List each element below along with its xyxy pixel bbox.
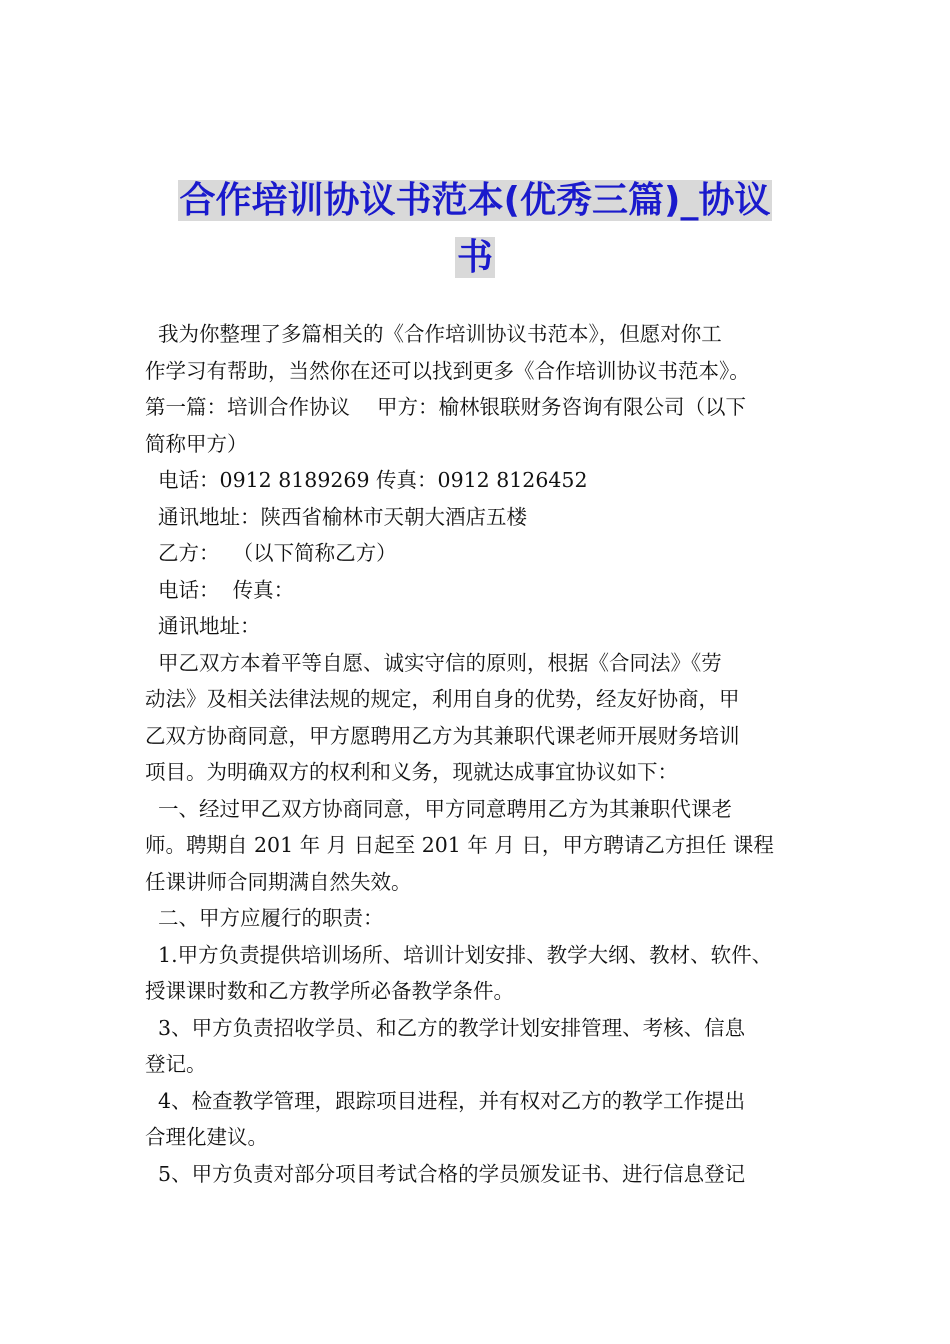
- document-body: [145, 316, 809, 1192]
- body-line: 任课讲师合同期满自然失效。: [145, 869, 412, 894]
- body-line: 师。聘期自 201 年 月 日起至 201 年 月 日，甲方聘请乙方担任 课程: [145, 833, 774, 857]
- body-line: 3、甲方负责招收学员、和乙方的教学计划安排管理、考核、信息: [145, 1015, 746, 1040]
- body-line: 我为你整理了多篇相关的《合作培训协议书范本》，但愿对你工: [145, 322, 722, 346]
- body-line: 作学习有帮助，当然你在还可以找到更多《合作培训协议书范本》。: [145, 358, 750, 383]
- body-line: 通讯地址：: [145, 614, 261, 638]
- body-line: 第一篇：培训合作协议 甲方：榆林银联财务咨询有限公司（以下: [145, 395, 747, 419]
- body-line: 电话： 传真：: [145, 577, 295, 602]
- body-line: 一、经过甲乙双方协商同意，甲方同意聘用乙方为其兼职代课老: [145, 796, 733, 821]
- body-line: 二、甲方应履行的职责：: [145, 906, 384, 930]
- body-line: 简称甲方）: [145, 431, 248, 456]
- body-line: 甲乙双方本着平等自愿、诚实守信的原则，根据《合同法》《劳: [145, 650, 722, 675]
- body-line: 通讯地址：陕西省榆林市天朝大酒店五楼: [145, 504, 528, 529]
- body-line: 5、甲方负责对部分项目考试合格的学员颁发证书、进行信息登记: [145, 1161, 746, 1186]
- body-line: 动法》及相关法律法规的规定，利用自身的优势，经友好协商，甲: [145, 687, 740, 711]
- title-line-2: 书: [456, 237, 493, 278]
- body-line: 乙方： （以下简称乙方）: [145, 541, 397, 565]
- body-line: 乙双方协商同意，甲方愿聘用乙方为其兼职代课老师开展财务培训: [145, 723, 740, 748]
- body-line: 项目。为明确双方的权利和义务，现就达成事宜协议如下：: [145, 760, 678, 784]
- body-line: 1.甲方负责提供培训场所、培训计划安排、教学大纲、教材、软件、: [145, 942, 773, 967]
- body-line: 授课课时数和乙方教学所必备教学条件。: [145, 979, 514, 1003]
- body-line: 登记。: [145, 1052, 207, 1076]
- title-line-1: 合作培训协议书范本(优秀三篇)_协议: [179, 180, 771, 221]
- body-line: 4、检查教学管理，跟踪项目进程，并有权对乙方的教学工作提出: [145, 1088, 746, 1113]
- body-line: 合理化建议。: [145, 1125, 268, 1149]
- document-title: [150, 172, 800, 286]
- body-line: 电话：0912 8189269 传真：0912 8126452: [145, 468, 588, 492]
